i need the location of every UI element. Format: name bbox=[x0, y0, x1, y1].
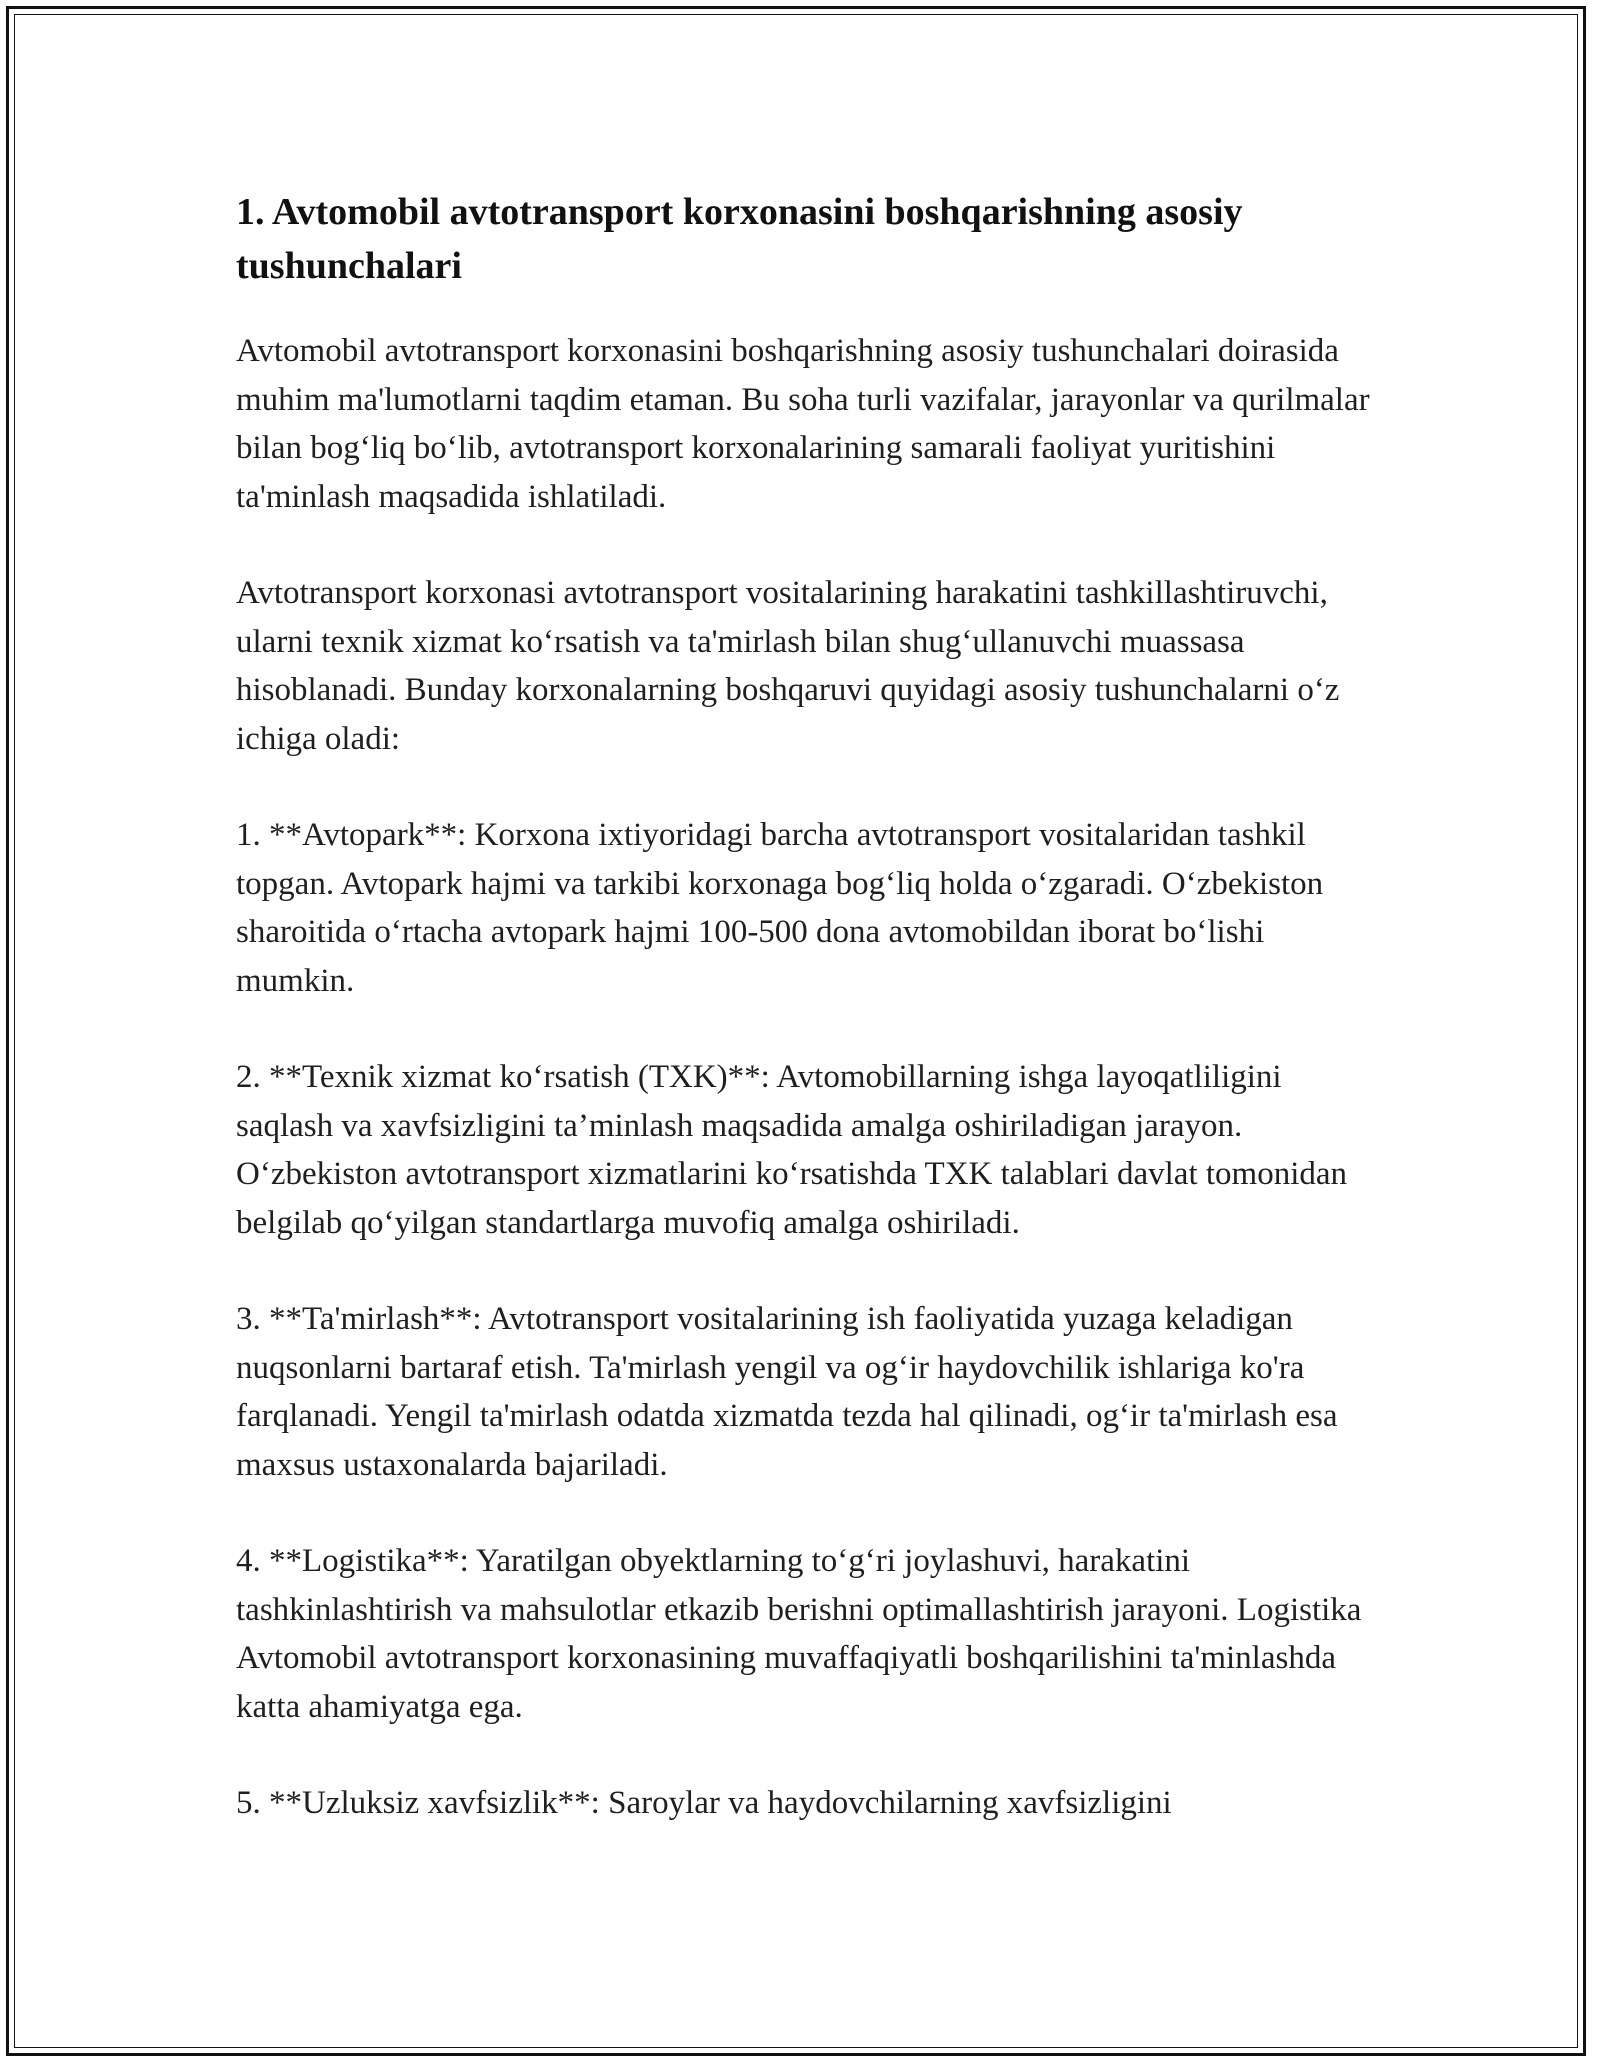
definition-paragraph: Avtotransport korxonasi avtotransport vositalarining harakatini tashkillashtiruvchi, ularni texnik xizmat ko‘rsatish va ta'mirlash bilan shug‘ullanuvchi muassasa hisoblanadi. Bunday korxonalarning boshqaruvi quyidagi asosiy tushunchalarni o‘z ichiga oladi: bbox=[236, 575, 1340, 757]
list-item-avtopark: 1. **Avtopark**: Korxona ixtiyoridagi barcha avtotransport vositalaridan tashkil topgan. Avtopark hajmi va tarkibi korxonaga bog‘liq holda o‘zgaradi. O‘zbekiston sharoitida o‘rtacha avtopark hajmi 100-500 dona avtomobildan iborat bo‘lishi mumkin. bbox=[236, 817, 1324, 999]
page-title: 1. Avtomobil avtotransport korxonasini boshqarishning asosiy tushunchalari bbox=[236, 191, 1243, 287]
list-item-txk: 2. **Texnik xizmat ko‘rsatish (TXK)**: Avtomobillarning ishga layoqatliligini saqlash va xavfsizligini ta’minlash maqsadida amalga oshiriladigan jarayon. O‘zbekiston avtotransport xizmatlarini ko‘rsatishda TXK talablari davlat tomonidan belgilab qo‘yilgan standartlarga muvofiq amalga oshiriladi. bbox=[236, 1059, 1348, 1241]
list-item-logistika: 4. **Logistika**: Yaratilgan obyektlarning to‘g‘ri joylashuvi, harakatini tashkinlashtirish va mahsulotlar etkazib berishni optimallashtirish jarayoni. Logistika Avtomobil avtotransport korxonasining muvaffaqiyatli boshqarilishini ta'minlashda katta ahamiyatga ega. bbox=[236, 1543, 1362, 1725]
intro-paragraph: Avtomobil avtotransport korxonasini boshqarishning asosiy tushunchalari doirasida muhim ma'lumotlarni taqdim etaman. Bu soha turli vazifalar, jarayonlar va qurilmalar bilan bog‘liq bo‘lib, avtotransport korxonalarining samarali faoliyat yuritishini ta'minlash maqsadida ishlatiladi. bbox=[236, 333, 1370, 515]
list-item-tamirlash: 3. **Ta'mirlash**: Avtotransport vositalarining ish faoliyatida yuzaga keladigan nuqsonlarni bartaraf etish. Ta'mirlash yengil va og‘ir haydovchilik ishlariga ko'ra farqlanadi. Yengil ta'mirlash odatda xizmatda tezda hal qilinadi, og‘ir ta'mirlash esa maxsus ustaxonalarda bajariladi. bbox=[236, 1301, 1338, 1483]
list-item-xavfsizlik: 5. **Uzluksiz xavfsizlik**: Saroylar va haydovchilarning xavfsizligini bbox=[236, 1785, 1172, 1821]
document-body bbox=[236, 185, 1376, 1876]
